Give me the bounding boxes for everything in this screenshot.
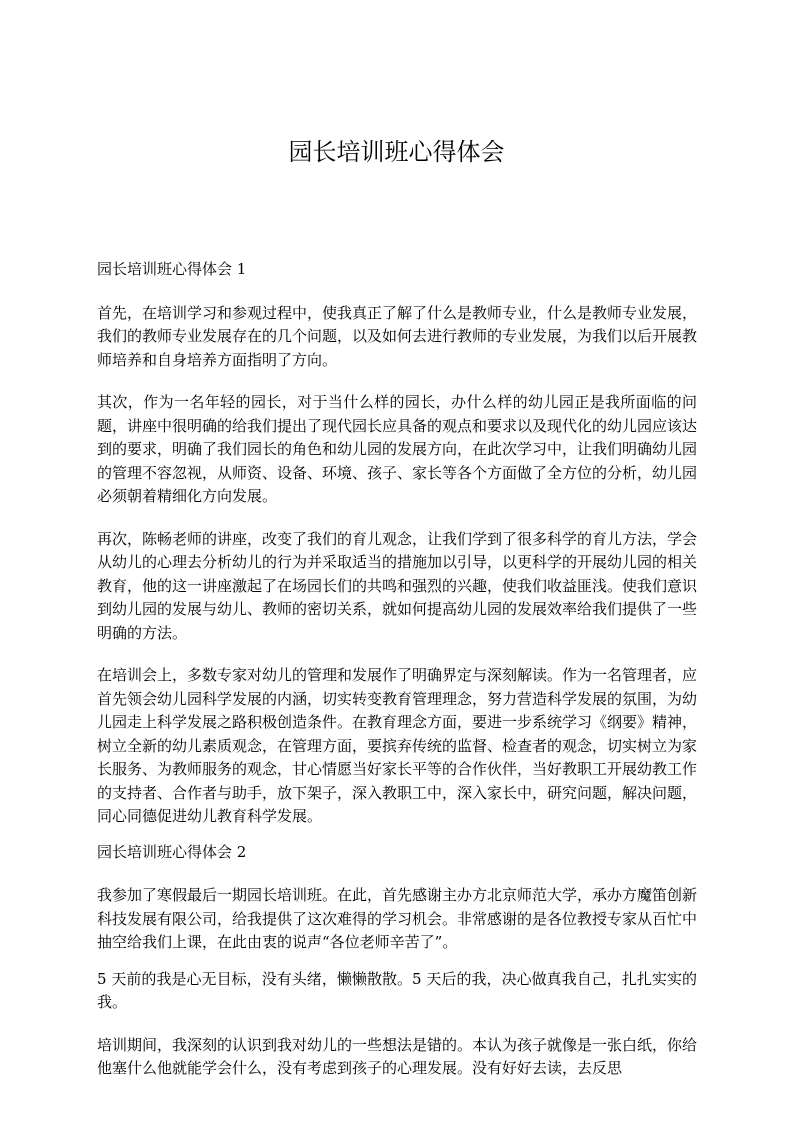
section-heading-2: 园长培训班心得体会 2 [97,842,247,861]
paragraph: 我参加了寒假最后一期园长培训班。在此，首先感谢主办方北京师范大学，承办方魔笛创新科技发展有限公司，给我提供了这次难得的学习机会。非常感谢的是各位教授专家从百忙中抽空给我们上课，在此由衷的说声“各位老师辛苦了”。 [97,886,698,951]
document-body [97,258,697,1100]
paragraph: 培训期间，我深刻的认识到我对幼儿的一些想法是错的。本认为孩子就像是一张白纸，你给他塞什么他就能学会什么，没有考虑到孩子的心理发展。没有好好去读，去反思 [97,1035,698,1077]
paragraph: 再次，陈畅老师的讲座，改变了我们的育儿观念，让我们学到了很多科学的育儿方法，学会从幼儿的心理去分析幼儿的行为并采取适当的措施加以引导，以更科学的开展幼儿园的相关教育，他的这一讲座激起了在场园长们的共鸣和强烈的兴趣，使我们收益匪浅。使我们意识到幼儿园的发展与幼儿、教师的密切关系，就如何提高幼儿园的发展效率给我们提供了一些明确的方法。 [97,529,698,642]
paragraph: 其次，作为一名年轻的园长，对于当什么样的园长，办什么样的幼儿园正是我所面临的问题，讲座中很明确的给我们提出了现代园长应具备的观点和要求以及现代化的幼儿园应该达到的要求，明确了我们园长的角色和幼儿园的发展方向，在此次学习中，让我们明确幼儿园的管理不容忽视，从师资、设备、环境、孩子、家长等各个方面做了全方位的分析，幼儿园必须朝着精细化方向发展。 [97,393,698,505]
document-title: 园长培训班心得体会 [288,138,505,166]
section-heading-1: 园长培训班心得体会 1 [97,260,247,278]
paragraph: 首先，在培训学习和参观过程中，使我真正了解了什么是教师专业，什么是教师专业发展，我们的教师专业发展存在的几个问题，以及如何去进行教师的专业发展，为我们以后开展教师培养和自身培养方面指明了方向。 [97,303,698,369]
paragraph: 在培训会上，多数专家对幼儿的管理和发展作了明确界定与深刻解读。作为一名管理者，应首先领会幼儿园科学发展的内涵，切实转变教育管理理念，努力营造科学发展的氛围，为幼儿园走上科学发展之路积极创造条件。在教育理念方面，要进一步系统学习《纲要》精神，树立全新的幼儿素质观念，在管理方面，要摈弃传统的监督、检查者的观念，切实树立为家长服务、为教师服务的观念，甘心情愿当好家长平等的合作伙伴，当好教职工开展幼教工作的支持者、合作者与助手，放下架子，深入教职工中，深入家长中，研究问题，解决问题，同心同德促进幼儿教育科学发展。 [97,666,698,825]
paragraph: 5 天前的我是心无目标，没有头绪，懒懒散散。5 天后的我，决心做真我自己，扎扎实实的我。 [97,969,697,1011]
